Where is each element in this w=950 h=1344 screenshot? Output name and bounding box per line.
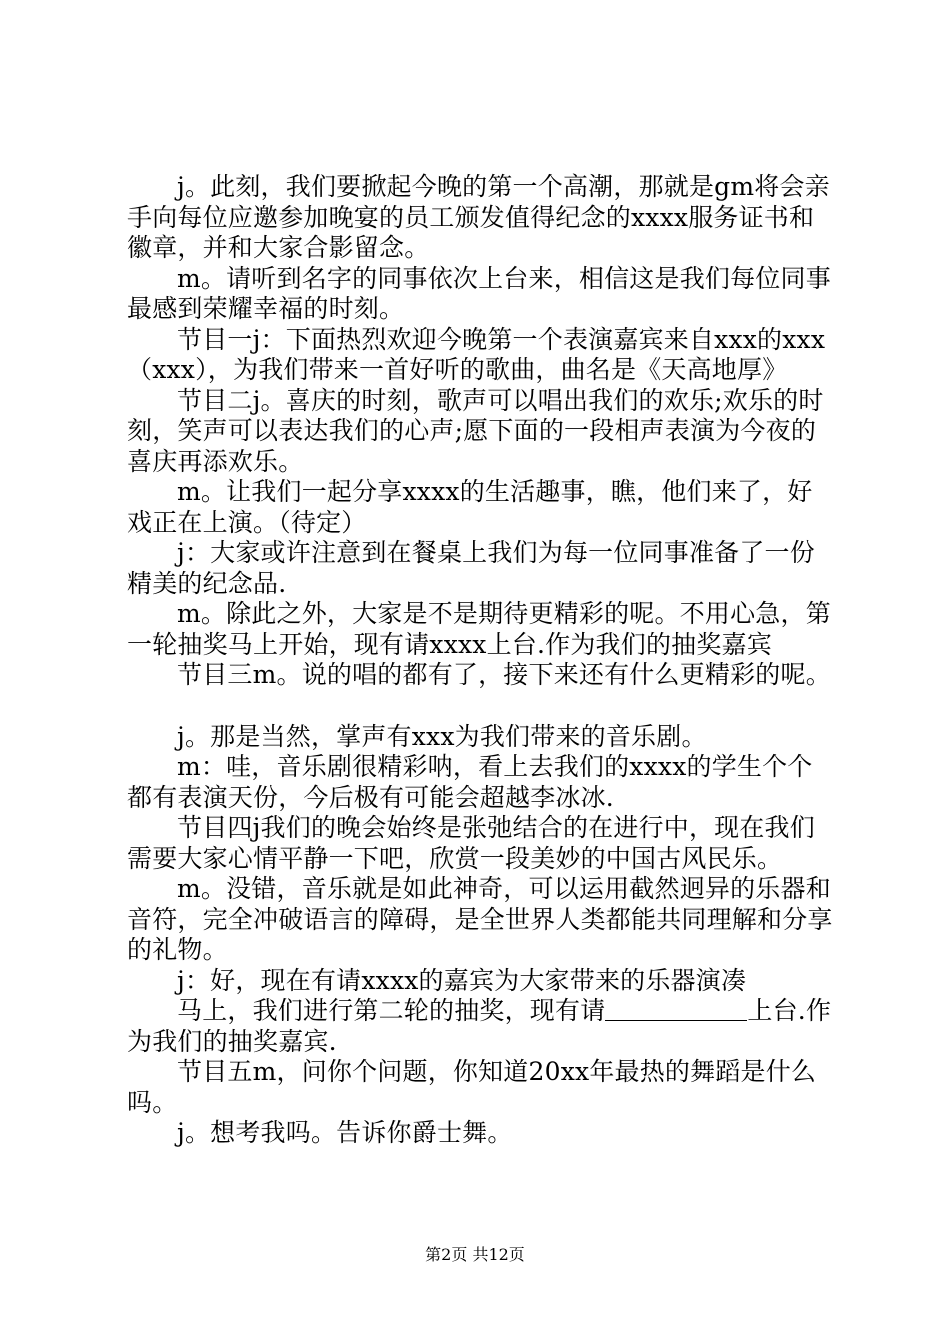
paragraph: 节目二j。喜庆的时刻，歌声可以唱出我们的欢乐;欢乐的时刻，笑声可以表达我们的心声;愿下面的一段相声表演为今夜的喜庆再添欢乐。 (127, 385, 824, 476)
paragraph-text-after-blank: 上台.作为我们的抽奖嘉宾. (127, 996, 832, 1056)
paragraph: j。想考我吗。告诉你爵士舞。 (177, 1118, 513, 1147)
paragraph: 节目五m，问你个问题，你知道20xx年最热的舞蹈是什么吗。 (127, 1057, 817, 1117)
paragraph: m。除此之外，大家是不是期待更精彩的呢。不用心急，第一轮抽奖马上开始，现有请xxxx上台.作为我们的抽奖嘉宾 (127, 599, 831, 659)
paragraph: j：大家或许注意到在餐桌上我们为每一位同事准备了一份精美的纪念品. (127, 538, 815, 598)
fill-in-blank (605, 998, 747, 1021)
document-body (127, 172, 837, 1149)
paragraph: j。那是当然，掌声有xxx为我们带来的音乐剧。 (177, 721, 707, 751)
page-footer (0, 1245, 950, 1265)
paragraph: 节目三m。说的唱的都有了，接下来还有什么更精彩的呢。 (177, 660, 831, 689)
paragraph: 节目一j：下面热烈欢迎今晚第一个表演嘉宾来自xxx的xxx（xxx），为我们带来一首好听的歌曲，曲名是《天高地厚》 (127, 324, 826, 384)
page-number-label: 第2页 共12页 (425, 1245, 525, 1264)
paragraph: j：好，现在有请xxxx的嘉宾为大家带来的乐器演凑 (177, 965, 747, 995)
paragraph-text-before-blank: 马上，我们进行第二轮的抽奖，现有请 (177, 996, 606, 1025)
paragraph: m。请听到名字的同事依次上台来，相信这是我们每位同事最感到荣耀幸福的时刻。 (127, 263, 831, 323)
paragraph: m：哇，音乐剧很精彩呐，看上去我们的xxxx的学生个个都有表演天份，今后极有可能会超越李冰冰. (127, 752, 813, 812)
paragraph: 节目四j我们的晚会始终是张弛结合的在进行中，现在我们需要大家心情平静一下吧，欣赏一段美妙的中国古风民乐。 (127, 813, 815, 873)
paragraph: j。此刻，我们要掀起今晚的第一个高潮，那就是gm将会亲手向每位应邀参加晚宴的员工颁发值得纪念的xxxx服务证书和徽章，并和大家合影留念。 (127, 172, 830, 262)
paragraph: m。没错，音乐就是如此神奇，可以运用截然迥异的乐器和音符，完全冲破语言的障碍，是全世界人类都能共同理解和分享的礼物。 (127, 874, 833, 964)
paragraph-with-blank (127, 996, 837, 1057)
paragraph: m。让我们一起分享xxxx的生活趣事，瞧，他们来了，好戏正在上演。（待定） (127, 477, 813, 537)
